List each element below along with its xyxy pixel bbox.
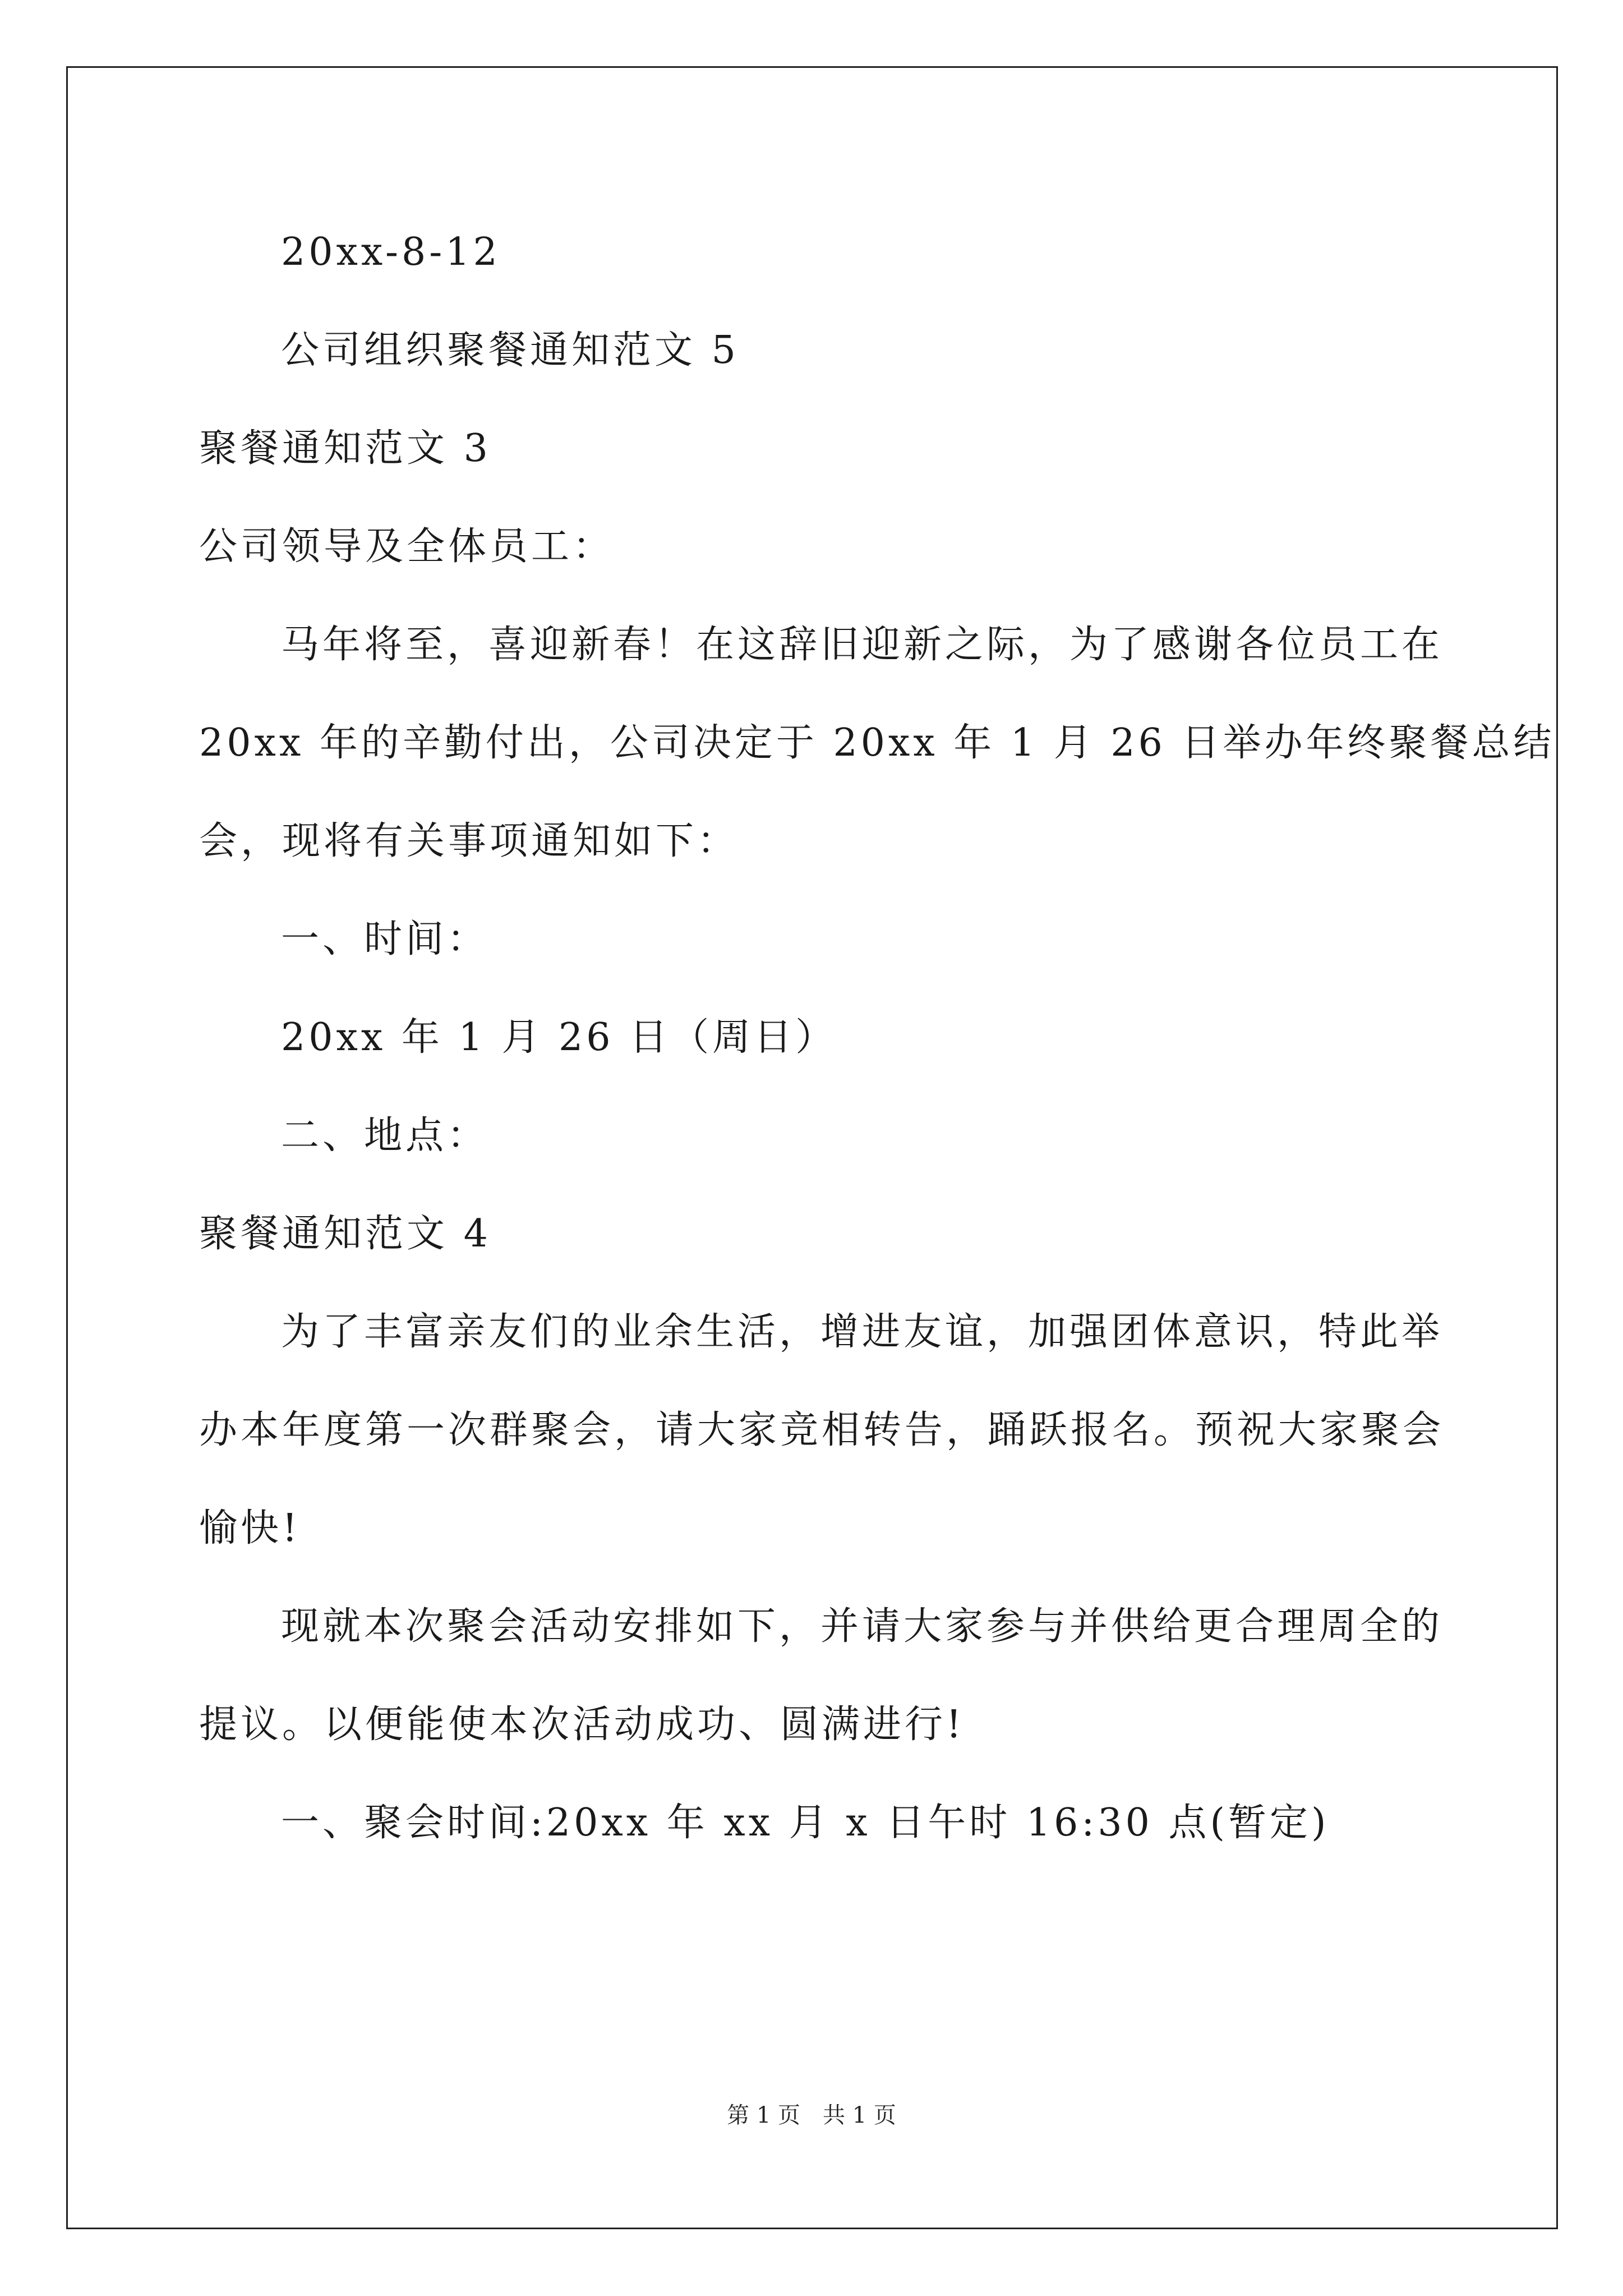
- paragraph-line: 办本年度第一次群聚会，请大家竞相转告，踊跃报名。预祝大家聚会: [199, 1408, 1445, 1452]
- page-number-footer: 第 1 页 共 1 页: [727, 2102, 896, 2128]
- paragraph-line: 提议。以便能使本次活动成功、圆满进行!: [199, 1703, 965, 1747]
- paragraph-line: 现就本次聚会活动安排如下，并请大家参与并供给更合理周全的: [281, 1604, 1444, 1649]
- heading-sample-3: 聚餐通知范文 3: [199, 426, 491, 471]
- paragraph-line: 愉快!: [199, 1506, 301, 1550]
- paragraph-line: 20xx 年的辛勤付出，公司决定于 20xx 年 1 月 26 日举办年终聚餐总结: [199, 721, 1555, 765]
- heading-sample-5: 公司组织聚餐通知范文 5: [281, 328, 739, 372]
- section-heading: 一、聚会时间:20xx 年 xx 月 x 日午时 16:30 点(暂定): [281, 1801, 1330, 1845]
- paragraph-line: 马年将至，喜迎新春！在这辞旧迎新之际，为了感谢各位员工在: [281, 623, 1444, 667]
- section-heading: 二、地点：: [281, 1114, 489, 1158]
- date-line: 20xx-8-12: [281, 230, 501, 274]
- paragraph-line: 为了丰富亲友们的业余生活，增进友谊，加强团体意识，特此举: [281, 1310, 1444, 1354]
- salutation: 公司领导及全体员工：: [199, 524, 615, 569]
- paragraph-line: 20xx 年 1 月 26 日（周日）: [281, 1015, 837, 1060]
- heading-sample-4: 聚餐通知范文 4: [199, 1212, 491, 1256]
- section-heading: 一、时间：: [281, 917, 489, 961]
- paragraph-line: 会，现将有关事项通知如下：: [199, 819, 739, 863]
